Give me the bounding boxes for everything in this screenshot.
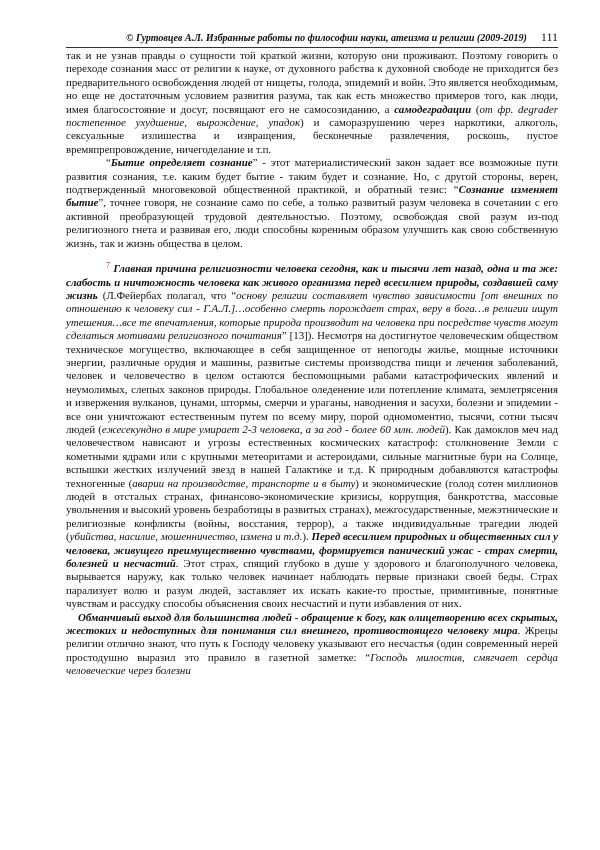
running-header bbox=[66, 30, 558, 48]
page-number: 111 bbox=[540, 30, 558, 44]
document-page bbox=[66, 30, 558, 679]
header-title: © Гуртовцев А.Л. Избранные работы по философии науки, атеизма и религии (2009-2019) bbox=[126, 33, 527, 44]
paragraph-4: Обманчивый выход для большинства людей - обращение к богу, как олицетворению всех скрытых, жестоких и недоступных для понимания сил внешнего, противостоящего человеку мира. Жрецы религии отлично знают, что путь к Господу человеку указывают его несчастья (один современный нерей простодушно выразил это правило в газетной заметке: “Господь милостив, смягчает сердца человеческие через болезни bbox=[66, 611, 558, 678]
footnote-marker: 7 bbox=[106, 260, 110, 270]
paragraph-3: $^7$ Главная причина религиозности человека сегодня, как и тысячи лет назад, одна и та же: слабость и ничтожность человека как живого организма перед всесилием природы, создавшей саму жизнь (Л.Фейербах полагал, что “основу религии составляет чувство зависимости [от внешних по отношению к человеку сил - Г.А.Л.]…особенно смерть порождает страх, веру в бога…в религии ищут утешения…все те впечатления, которые природа производит на человека при посредстве чувств могут сделаться мотивами религиозного почитания” [13]). Несмотря на достигнутое человеческим обществом техническое могущество, включающее в себя защищенное от непогоды жилье, мощные источники энергии, различные орудия и машины, развитые системы производства пищи и лечения заболеваний, человек и человечество в целом остаются беспомощными рабами катастрофических явлений и неумолимых, слепых законов природы. Глобальное оледенение или потепление климата, землетрясения и извержения вулканов, цунами, штормы, смерчи и ураганы, наводнения и засухи, болезни и эпидемии - все они уничтожают естественным путем по всему миру, порой одномоментно, тысячи, сотни тысяч людей (ежесекундно в мире умирает 2-3 человека, а за год - более 60 млн. людей). Как дамоклов меч над человечеством нависают и угрозы естественных космических катастроф: столкновение Земли с кометными ядрами или с крупными метеоритами и астероидами, сильные магнитные бури на Солнце, вспышки жестких излучений звезд в нашей Галактике и т.д. К природным добавляются катастрофы техногенные (аварии на производстве, транспорте и в быту) и экономические (голод сотен миллионов людей в отсталых странах, финансово-экономические кризисы, коррупция, банкротства, массовые увольнения и высокий уровень безработицы в развитых странах), межгосударственные, межэтнические и религиозные конфликты (войны, восстания, террор), а также индивидуальные трагедии людей (убийства, насилие, мошенничество, измена и т.д.). Перед всесилием природных и общественных сил у человека, живущего преимущественно чувствами, формируется панический ужас - страх смерти, болезней и несчастий. Этот страх, спящий глубоко в душе у здорового и благополучного человека, вырывается наружу, как только человек начинает наблюдать первые признаки своей беды. Страх парализует волю и разум людей, заставляет их искать какие-то простые, примитивные, понятные чувствам и рассудку способы объяснения своих несчастий и пути избавления от них. bbox=[66, 260, 559, 611]
paragraph-1: так и не узнав правды о сущности той краткой жизни, которую они проживают. Поэтому говорить о переходе сознания масс от религии к науке, от духовного рабства к духовной свободе не приходится без предварительного освобождения людей от нищеты, голода, эпидемий и войн. Это является необходимым, но еще не достаточным условием развития разума, так как есть множество примеров того, как люди, имея благосостояние и досуг, посвящают его не самосозиданию, а самодеградации (от фр. degrader постепенное ухудшение, вырождение, упадок) и саморазрушению через наркотики, алкоголь, сексуальные излишества и извращения, бесконечные развлечения, роскошь, пустое времяпрепровождение, ничегоделание и т.п. bbox=[66, 50, 558, 156]
paragraph-2: “Бытие определяет сознание” - этот материалистический закон задает все возможные пути развития сознания, т.е. каким будет бытие - таким будет и сознание. Но, с другой стороны, верен, подтвержденный многовековой общественной практикой, и обратный тезис: “Сознание изменяет бытие”, точнее говоря, не сознание само по себе, а только развитый разум человека в сочетании с его активной преобразующей трудовой деятельностью. Поэтому, освобождая свой разум из-под религиозного гнета и развивая его, люди способны коренным образом улучшить как свою собственную жизнь, так и жизнь общества в целом. bbox=[66, 157, 559, 250]
